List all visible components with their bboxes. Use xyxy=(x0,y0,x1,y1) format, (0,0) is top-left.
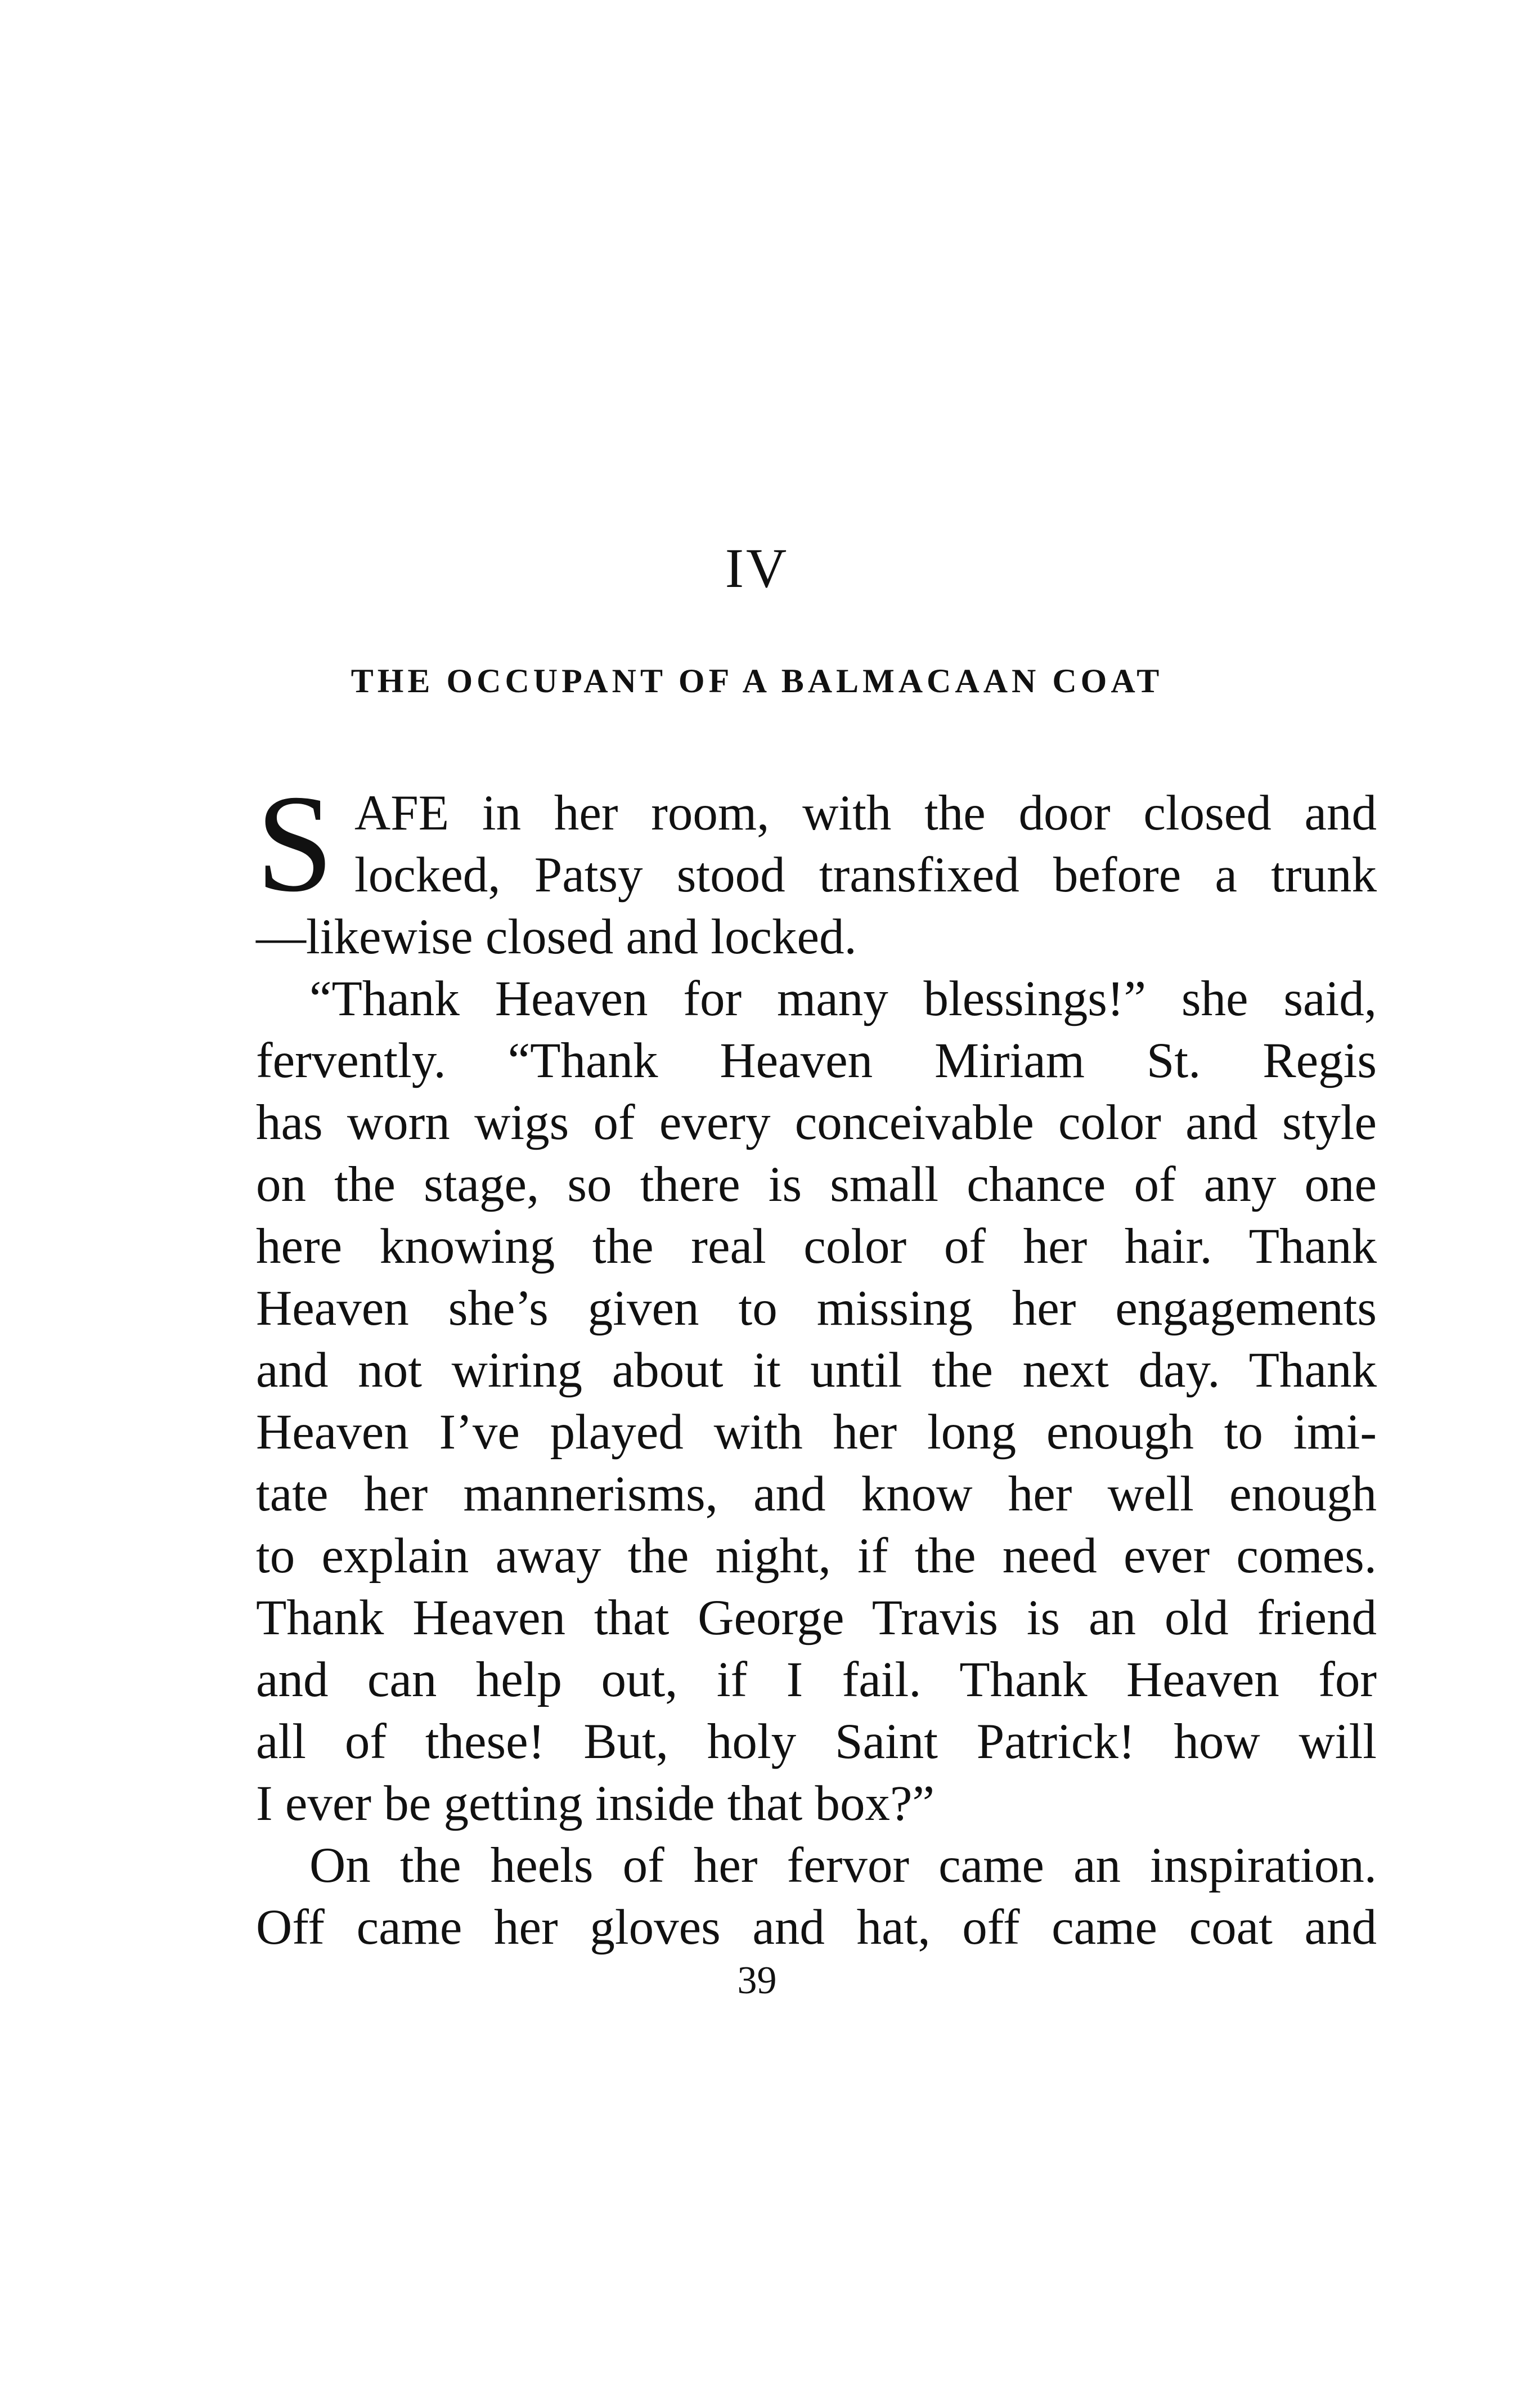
text-line: Heaven I’ve played with her long enough to imi- xyxy=(256,1405,1377,1460)
chapter-number: IV xyxy=(725,537,789,599)
text-line: Thank Heaven that George Travis is an old friend xyxy=(256,1590,1377,1645)
text-line: On the heels of her fervor came an inspiration. xyxy=(309,1838,1377,1893)
text-line: —likewise closed and locked. xyxy=(256,909,857,965)
text-line: to explain away the night, if the need ever comes. xyxy=(256,1528,1377,1584)
text-line: on the stage, so there is small chance of any one xyxy=(256,1157,1377,1212)
text-line: fervently. “Thank Heaven Miriam St. Regis xyxy=(256,1033,1377,1088)
text-line: here knowing the real color of her hair. Thank xyxy=(256,1219,1377,1274)
text-line: all of these! But, holy Saint Patrick! how will xyxy=(256,1714,1377,1769)
text-line: Heaven she’s given to missing her engagements xyxy=(256,1281,1377,1336)
text-line: I ever be getting inside that box?” xyxy=(256,1776,935,1831)
drop-cap: S xyxy=(256,766,334,921)
text-line: and can help out, if I fail. Thank Heaven for xyxy=(256,1652,1377,1707)
text-line: locked, Patsy stood transfixed before a trunk xyxy=(354,847,1377,903)
page-number: 39 xyxy=(737,1959,777,2002)
text-line: “Thank Heaven for many blessings!” she said, xyxy=(309,971,1377,1026)
chapter-title: THE OCCUPANT OF A BALMACAAN COAT xyxy=(351,662,1163,699)
text-line: and not wiring about it until the next day. Thank xyxy=(256,1343,1377,1398)
text-line: AFE in her room, with the door closed and xyxy=(354,786,1377,841)
text-line: tate her mannerisms, and know her well enough xyxy=(256,1467,1377,1522)
text-line: Off came her gloves and hat, off came coat and xyxy=(256,1900,1377,1955)
text-line: has worn wigs of every conceivable color and style xyxy=(256,1095,1377,1150)
